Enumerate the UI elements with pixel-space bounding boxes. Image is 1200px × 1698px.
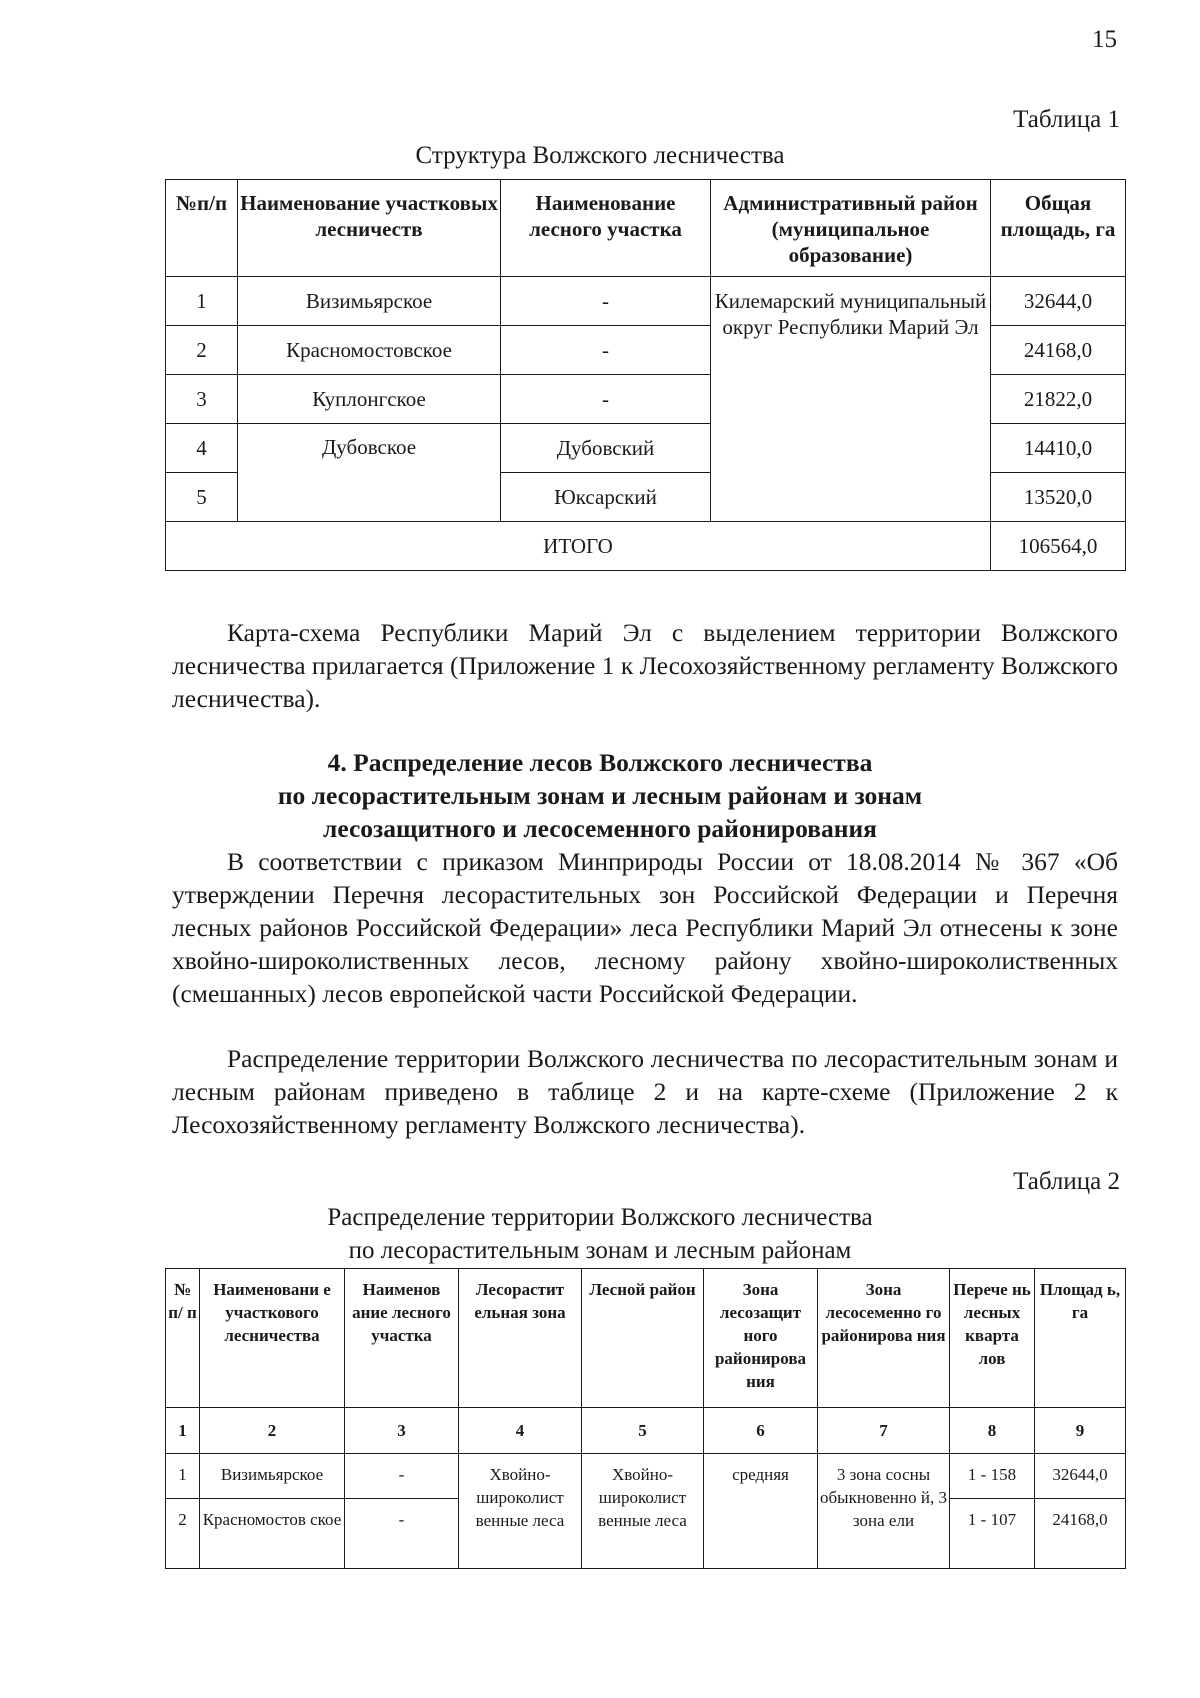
table-row [166,277,1126,326]
row-plot: - [345,1499,459,1569]
row-district: Куплонгское [238,375,501,424]
column-number: 4 [459,1408,582,1454]
table1 [165,179,1126,571]
row-area: 32644,0 [1035,1454,1126,1499]
table2-header-num: № п/ п [166,1269,200,1408]
table2-title-line-2: по лесорастительным зонам и лесным районам [348,1237,852,1264]
table1-header-area: Общая площадь, га [991,180,1126,277]
row-num: 4 [166,424,238,473]
column-number: 5 [582,1408,704,1454]
table2-title-line-1: Распределение территории Волжского лесничества [327,1204,873,1231]
table2-header-forest-region: Лесной район [582,1269,704,1408]
table2-header-row [166,1269,1126,1408]
section-heading-line-1: 4. Распределение лесов Волжского лесничества [327,748,873,777]
row-plot: Дубовский [501,424,711,473]
table1-header-district: Наименование участковых лесничеств [238,180,501,277]
column-number: 1 [166,1408,200,1454]
row-district: Красномостовское [238,326,501,375]
row-district: Красномостов ское [200,1499,345,1569]
row-num: 5 [166,473,238,522]
paragraph-distribution: Распределение территории Волжского лесничества по лесорастительным зонам и лесным районам приведено в таблице 2 и на карте-схеме (Приложение 2 к Лесохозяйственному регламенту Волжского лесничества). [172,1044,1118,1139]
table1-header-plot: Наименование лесного участка [501,180,711,277]
row-seed-zone: 3 зона сосны обыкновенно й, 3 зона ели [818,1454,950,1569]
table2-column-numbers [166,1408,1126,1454]
row-area: 24168,0 [1035,1499,1126,1569]
table1-header-num: №п/п [166,180,238,277]
table1-title: Структура Волжского лесничества [415,142,785,169]
row-plot: - [501,326,711,375]
row-area: 14410,0 [991,424,1126,473]
column-number: 6 [704,1408,818,1454]
row-plot: - [501,375,711,424]
total-value: 106564,0 [991,522,1126,571]
table2-header-area: Площад ь, га [1035,1269,1126,1408]
column-number: 2 [200,1408,345,1454]
row-area: 32644,0 [991,277,1126,326]
paragraph-map-scheme: Карта-схема Республики Марий Эл с выделением территории Волжского лесничества прилагается (Приложение 1 к Лесохозяйственному регламенту Волжского лесничества). [172,618,1118,713]
table2-header-quarters: Перече нь лесных кварта лов [950,1269,1035,1408]
table2-header-zone: Лесорастит ельная зона [459,1269,582,1408]
row-plot: - [345,1454,459,1499]
column-number: 3 [345,1408,459,1454]
row-quarters: 1 - 107 [950,1499,1035,1569]
column-number: 9 [1035,1408,1126,1454]
row-forest-region: Хвойно-широколист венные леса [582,1454,704,1569]
row-num: 1 [166,1454,200,1499]
row-num: 2 [166,326,238,375]
row-quarters: 1 - 158 [950,1454,1035,1499]
row-admin-district: Килемарский муниципальный округ Республики Марий Эл [711,277,991,522]
row-area: 21822,0 [991,375,1126,424]
row-num: 3 [166,375,238,424]
row-plot: Юксарский [501,473,711,522]
section-heading-line-2: по лесорастительным зонам и лесным районам и зонам [277,781,923,810]
table2-header-plot: Наименов ание лесного участка [345,1269,459,1408]
section-heading-line-3: лесозащитного и лесосеменного районирования [323,814,877,843]
table2-header-district: Наименовани е участкового лесничества [200,1269,345,1408]
row-area: 24168,0 [991,326,1126,375]
row-district: Визимьярское [200,1454,345,1499]
table1-caption: Таблица 1 [1013,106,1120,133]
table2 [165,1268,1126,1569]
table1-total-row [166,522,1126,571]
row-num: 2 [166,1499,200,1569]
row-plot: - [501,277,711,326]
row-area: 13520,0 [991,473,1126,522]
column-number: 8 [950,1408,1035,1454]
table-row [166,1454,1126,1499]
table1-header-admin: Административный район (муниципальное образование) [711,180,991,277]
table2-caption: Таблица 2 [1013,1168,1120,1195]
table1-header-row [166,180,1126,277]
row-num: 1 [166,277,238,326]
table2-header-seed-zone: Зона лесосеменно го районирова ния [818,1269,950,1408]
row-district: Визимьярское [238,277,501,326]
page-number: 15 [1092,26,1117,53]
paragraph-order: В соответствии с приказом Минприроды России от 18.08.2014 № 367 «Об утверждении Перечня лесорастительных зон Российской Федерации и Перечня лесных районов Российской Федерации» леса Республики Марий Эл отнесены к зоне хвойно-широколиственных лесов, лесному району хвойно-широколиственных (смешанных) лесов европейской части Российской Федерации. [172,847,1118,1008]
row-district: Дубовское [238,424,501,522]
row-protection-zone: средняя [704,1454,818,1569]
row-forest-zone: Хвойно-широколист венные леса [459,1454,582,1569]
column-number: 7 [818,1408,950,1454]
total-label: ИТОГО [166,522,991,571]
table2-header-protection-zone: Зона лесозащит ного районирова ния [704,1269,818,1408]
